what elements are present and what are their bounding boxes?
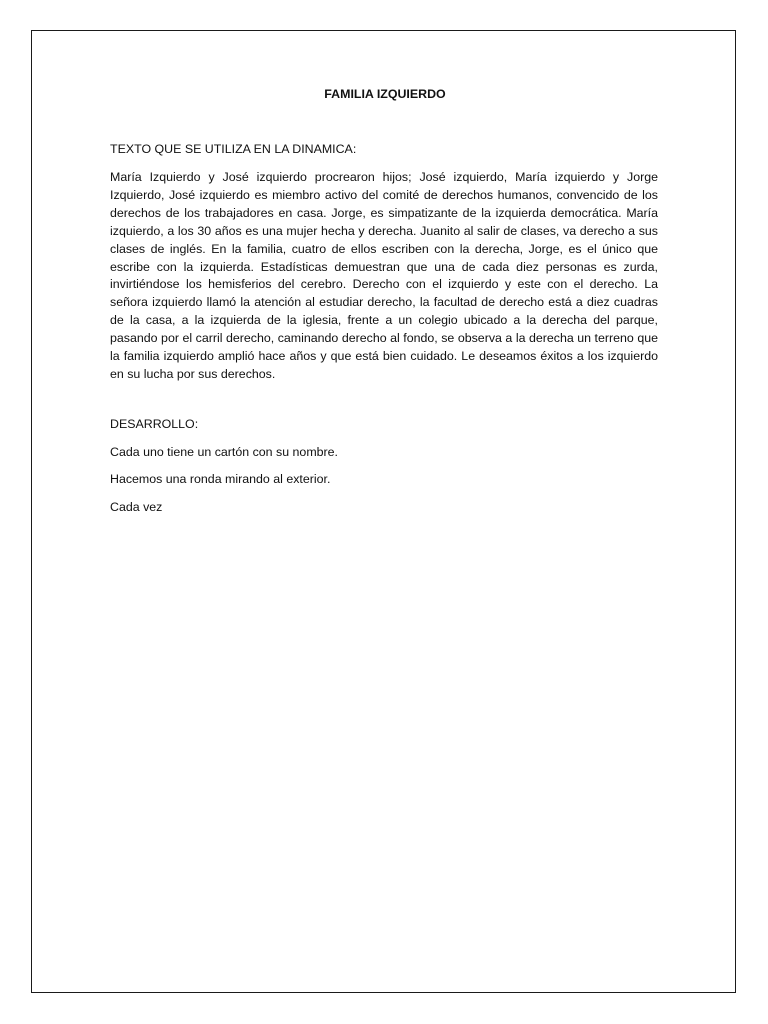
development-line: Cada uno tiene un cartón con su nombre. (110, 445, 338, 459)
text-body-paragraph: María Izquierdo y José izquierdo procrearon hijos; José izquierdo, María izquierdo y Jorge Izquierdo, José izquierdo es miembro activo del comité de derechos humanos, convencido de los derechos de los trabajadores en casa. Jorge, es simpatizante de la izquierda democrática. María izquierdo, a los 30 años es una mujer hecha y derecha. Juanito al salir de clases, va derecho a sus clases de inglés. En la familia, cuatro de ellos escriben con la derecha, Jorge, es el único que escribe con la izquierda. Estadísticas demuestran que una de cada diez personas es zurda, invirtiéndose los hemisferios del cerebro. Derecho con el izquierdo y este con el derecho. La señora izquierdo llamó la atención al estudiar derecho, la facultad de derecho está a diez cuadras de la casa, a la izquierda de la iglesia, frente a un colegio ubicado a la derecha del parque, pasando por el carril derecho, caminando derecho al fondo, se observa a la derecha un terreno que la familia izquierdo amplió hace años y que está bien cuidado. Le deseamos éxitos a los izquierdo en su lucha por sus derechos. (110, 170, 658, 381)
document-page (31, 30, 736, 993)
text-section-heading: TEXTO QUE SE UTILIZA EN LA DINAMICA: (110, 142, 357, 156)
development-section-heading: DESARROLLO: (110, 417, 199, 431)
development-line: Hacemos una ronda mirando al exterior. (110, 472, 331, 486)
development-line: Cada vez (110, 500, 163, 514)
document-title: FAMILIA IZQUIERDO (324, 87, 446, 101)
